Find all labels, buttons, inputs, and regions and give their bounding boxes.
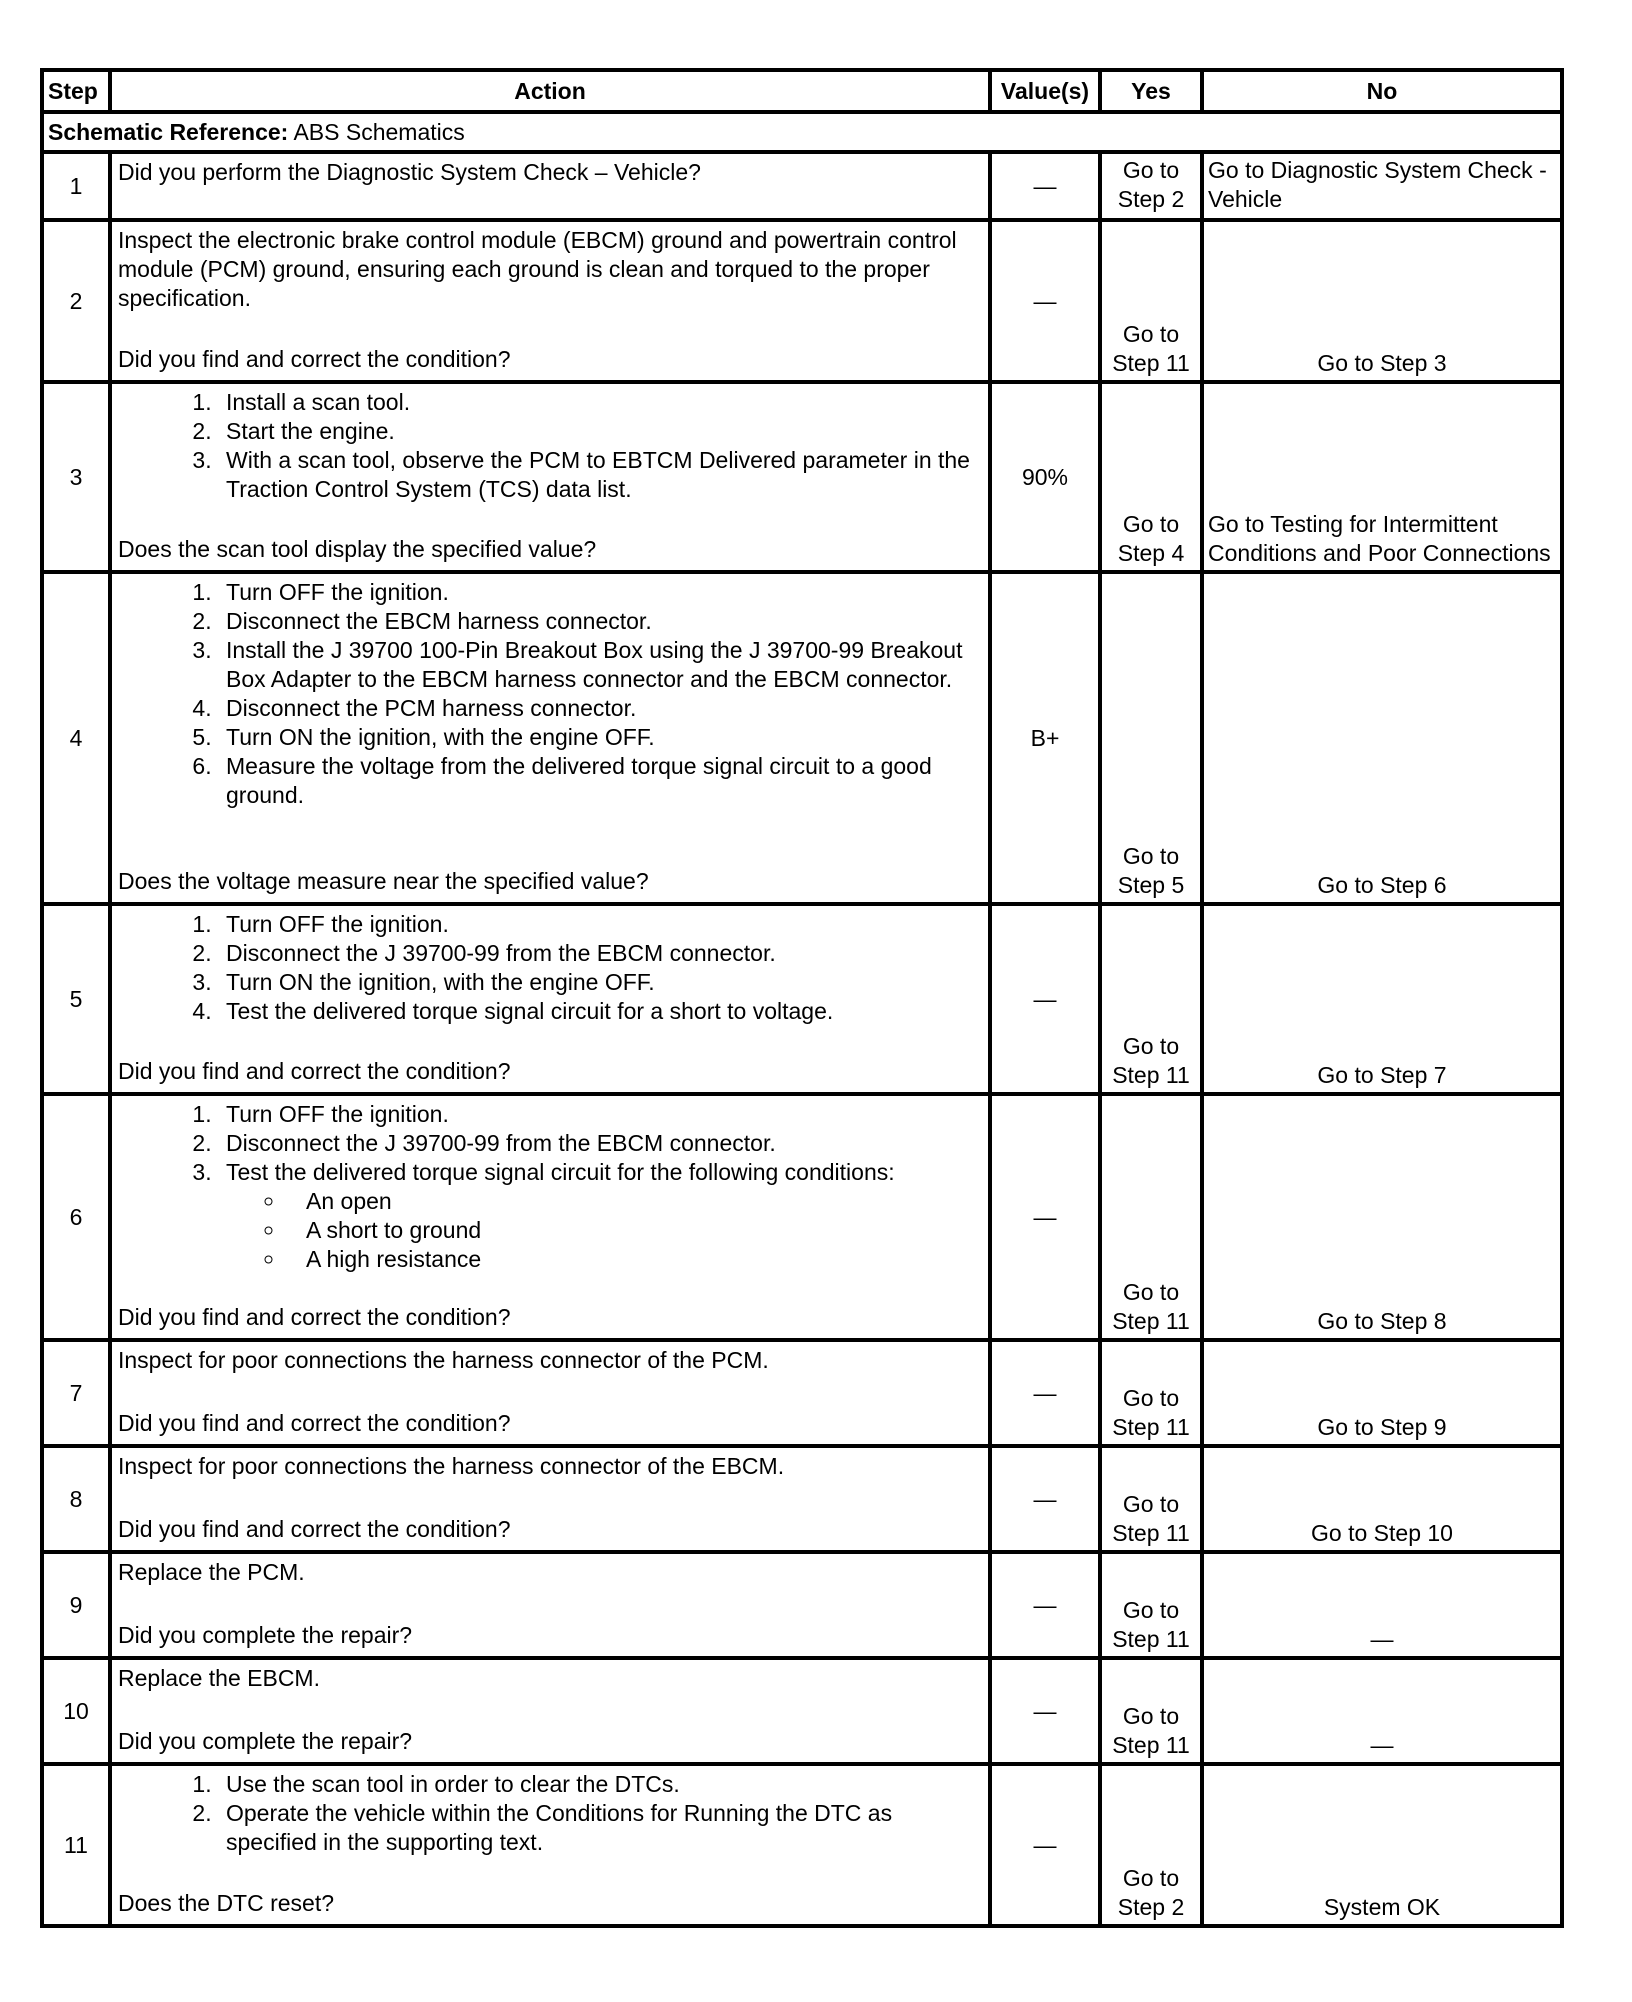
- table-row: [42, 1340, 1562, 1446]
- action-instructions: [118, 1770, 980, 1857]
- table-row: [42, 1446, 1562, 1552]
- action-content: [118, 1346, 980, 1438]
- step-number: 10: [42, 1658, 110, 1764]
- action-step-text: Install the J 39700 100-Pin Breakout Box using the J 39700-99 Breakout Box Adapter to the EBCM harness connector and the EBCM connector.: [226, 637, 963, 692]
- action-question: Does the DTC reset?: [118, 1890, 335, 1916]
- step-number: 1: [42, 152, 110, 220]
- action-step-item: [218, 1100, 980, 1129]
- header-action: Action: [110, 70, 990, 112]
- action-step-item: [218, 939, 980, 968]
- action-content: [118, 1100, 980, 1332]
- action-cell: [110, 1658, 990, 1764]
- table-row: [42, 1094, 1562, 1340]
- action-step-text: Turn OFF the ignition.: [226, 579, 449, 605]
- table-row: [42, 382, 1562, 572]
- value-cell: —: [990, 1094, 1100, 1340]
- value-cell: —: [990, 220, 1100, 382]
- step-number: 4: [42, 572, 110, 904]
- action-step-item: [218, 578, 980, 607]
- action-step-list: [118, 578, 980, 810]
- step-number: 6: [42, 1094, 110, 1340]
- action-step-text: Turn ON the ignition, with the engine OFF.: [226, 969, 655, 995]
- action-question: Did you complete the repair?: [118, 1622, 413, 1648]
- yes-cell: Go to Step 11: [1100, 1658, 1202, 1764]
- action-cell: [110, 1764, 990, 1926]
- no-cell: —: [1202, 1658, 1562, 1764]
- header-no: No: [1202, 70, 1562, 112]
- action-content: [118, 1558, 980, 1650]
- table-row: [42, 1764, 1562, 1926]
- value-cell: —: [990, 152, 1100, 220]
- action-step-text: Disconnect the EBCM harness connector.: [226, 608, 652, 634]
- action-content: [118, 1452, 980, 1544]
- header-step: Step: [42, 70, 110, 112]
- step-number: 5: [42, 904, 110, 1094]
- value-cell: —: [990, 1658, 1100, 1764]
- action-text: Replace the PCM.: [118, 1559, 305, 1585]
- action-cell: [110, 1094, 990, 1340]
- header-values: Value(s): [990, 70, 1100, 112]
- action-step-item: [218, 446, 980, 504]
- value-cell: —: [990, 904, 1100, 1094]
- yes-cell: Go to Step 2: [1100, 1764, 1202, 1926]
- step-number: 7: [42, 1340, 110, 1446]
- step-number: 11: [42, 1764, 110, 1926]
- action-step-item: [218, 694, 980, 723]
- action-step-list: [118, 1100, 980, 1274]
- step-number: 9: [42, 1552, 110, 1658]
- yes-cell: Go to Step 11: [1100, 1446, 1202, 1552]
- action-content: [118, 388, 980, 564]
- condition-item: ◦ An open: [286, 1187, 980, 1216]
- action-step-item: [218, 1129, 980, 1158]
- action-cell: [110, 382, 990, 572]
- action-step-item: [218, 1770, 980, 1799]
- action-cell: [110, 1340, 990, 1446]
- action-content: [118, 578, 980, 896]
- action-text: Inspect for poor connections the harness connector of the EBCM.: [118, 1453, 785, 1479]
- action-cell: [110, 1446, 990, 1552]
- action-step-text: With a scan tool, observe the PCM to EBTCM Delivered parameter in the Traction Control System (TCS) data list.: [226, 447, 970, 502]
- schematic-label: Schematic Reference:: [48, 118, 289, 145]
- no-cell: Go to Diagnostic System Check - Vehicle: [1202, 152, 1562, 220]
- action-question: Did you find and correct the condition?: [118, 1516, 511, 1542]
- action-step-text: Start the engine.: [226, 418, 395, 444]
- action-step-text: Test the delivered torque signal circuit for the following conditions:: [226, 1159, 895, 1185]
- value-cell: 90%: [990, 382, 1100, 572]
- no-cell: System OK: [1202, 1764, 1562, 1926]
- action-step-item: [218, 968, 980, 997]
- action-step-item: [218, 1158, 980, 1274]
- yes-cell: Go to Step 5: [1100, 572, 1202, 904]
- action-instructions: [118, 1100, 980, 1274]
- action-question: Did you find and correct the condition?: [118, 1410, 511, 1436]
- action-step-item: [218, 910, 980, 939]
- condition-item: ◦ A high resistance: [286, 1245, 980, 1274]
- value-cell: —: [990, 1764, 1100, 1926]
- action-step-text: Operate the vehicle within the Conditions for Running the DTC as specified in the supporting text.: [226, 1800, 893, 1855]
- no-cell: Go to Step 10: [1202, 1446, 1562, 1552]
- action-step-text: Test the delivered torque signal circuit for a short to voltage.: [226, 998, 834, 1024]
- action-step-item: [218, 997, 980, 1026]
- action-content: [118, 1664, 980, 1756]
- yes-cell: Go to Step 4: [1100, 382, 1202, 572]
- schematic-value: ABS Schematics: [293, 118, 465, 145]
- action-instructions: [118, 1346, 980, 1375]
- table-row: [42, 904, 1562, 1094]
- action-text: Replace the EBCM.: [118, 1665, 320, 1691]
- action-instructions: [118, 226, 980, 313]
- action-question: Did you find and correct the condition?: [118, 1304, 511, 1330]
- action-step-text: Turn OFF the ignition.: [226, 1101, 449, 1127]
- action-question: Does the voltage measure near the specified value?: [118, 868, 649, 894]
- action-instructions: [118, 388, 980, 504]
- action-text: Did you perform the Diagnostic System Check – Vehicle?: [118, 159, 701, 185]
- action-step-item: [218, 723, 980, 752]
- no-cell: Go to Step 6: [1202, 572, 1562, 904]
- action-step-list: [118, 910, 980, 1026]
- no-cell: Go to Step 8: [1202, 1094, 1562, 1340]
- action-cell: [110, 1552, 990, 1658]
- action-question: Did you complete the repair?: [118, 1728, 413, 1754]
- no-cell: Go to Step 9: [1202, 1340, 1562, 1446]
- action-step-text: Measure the voltage from the delivered torque signal circuit to a good ground.: [226, 753, 932, 808]
- header-yes: Yes: [1100, 70, 1202, 112]
- yes-cell: Go to Step 11: [1100, 1552, 1202, 1658]
- action-step-item: [218, 607, 980, 636]
- value-cell: —: [990, 1446, 1100, 1552]
- action-question: Does the scan tool display the specified value?: [118, 536, 597, 562]
- yes-cell: Go to Step 11: [1100, 1340, 1202, 1446]
- action-step-text: Disconnect the PCM harness connector.: [226, 695, 637, 721]
- table-row: [42, 572, 1562, 904]
- action-instructions: [118, 1558, 980, 1587]
- step-number: 3: [42, 382, 110, 572]
- action-content: [118, 910, 980, 1086]
- action-content: [118, 226, 980, 374]
- action-content: [118, 158, 980, 212]
- schematic-reference: [42, 112, 1562, 152]
- action-cell: [110, 572, 990, 904]
- no-cell: —: [1202, 1552, 1562, 1658]
- no-cell: Go to Step 7: [1202, 904, 1562, 1094]
- action-step-list: [118, 1770, 980, 1857]
- action-step-text: Turn OFF the ignition.: [226, 911, 449, 937]
- value-cell: —: [990, 1340, 1100, 1446]
- action-step-item: [218, 636, 980, 694]
- action-step-item: [218, 417, 980, 446]
- yes-cell: Go to Step 2: [1100, 152, 1202, 220]
- action-cell: [110, 152, 990, 220]
- action-instructions: [118, 1664, 980, 1693]
- condition-item: ◦ A short to ground: [286, 1216, 980, 1245]
- no-cell: Go to Testing for Intermittent Conditions and Poor Connections: [1202, 382, 1562, 572]
- action-step-item: [218, 752, 980, 810]
- table-row: [42, 220, 1562, 382]
- action-content: [118, 1770, 980, 1918]
- action-question: Did you find and correct the condition?: [118, 346, 511, 372]
- action-instructions: [118, 1452, 980, 1481]
- action-cell: [110, 904, 990, 1094]
- action-question: Did you find and correct the condition?: [118, 1058, 511, 1084]
- value-cell: B+: [990, 572, 1100, 904]
- action-step-item: [218, 1799, 980, 1857]
- action-step-item: [218, 388, 980, 417]
- step-number: 8: [42, 1446, 110, 1552]
- diagnostic-table: [40, 68, 1564, 1928]
- action-text: Inspect the electronic brake control module (EBCM) ground and powertrain control module (PCM) ground, ensuring each ground is clean and torqued to the proper specification.: [118, 227, 957, 311]
- condition-list: [226, 1187, 980, 1274]
- header-row: [42, 70, 1562, 112]
- table-row: [42, 1552, 1562, 1658]
- no-cell: Go to Step 3: [1202, 220, 1562, 382]
- step-number: 2: [42, 220, 110, 382]
- action-cell: [110, 220, 990, 382]
- action-text: Inspect for poor connections the harness connector of the PCM.: [118, 1347, 769, 1373]
- schematic-row: [42, 112, 1562, 152]
- yes-cell: Go to Step 11: [1100, 904, 1202, 1094]
- action-step-text: Turn ON the ignition, with the engine OFF.: [226, 724, 655, 750]
- yes-cell: Go to Step 11: [1100, 1094, 1202, 1340]
- action-step-text: Use the scan tool in order to clear the DTCs.: [226, 1771, 680, 1797]
- action-step-text: Install a scan tool.: [226, 389, 411, 415]
- yes-cell: Go to Step 11: [1100, 220, 1202, 382]
- value-cell: —: [990, 1552, 1100, 1658]
- action-instructions: [118, 158, 980, 187]
- action-instructions: [118, 910, 980, 1026]
- action-instructions: [118, 578, 980, 810]
- table-row: [42, 1658, 1562, 1764]
- action-step-list: [118, 388, 980, 504]
- action-step-text: Disconnect the J 39700-99 from the EBCM connector.: [226, 940, 776, 966]
- table-row: [42, 152, 1562, 220]
- action-step-text: Disconnect the J 39700-99 from the EBCM connector.: [226, 1130, 776, 1156]
